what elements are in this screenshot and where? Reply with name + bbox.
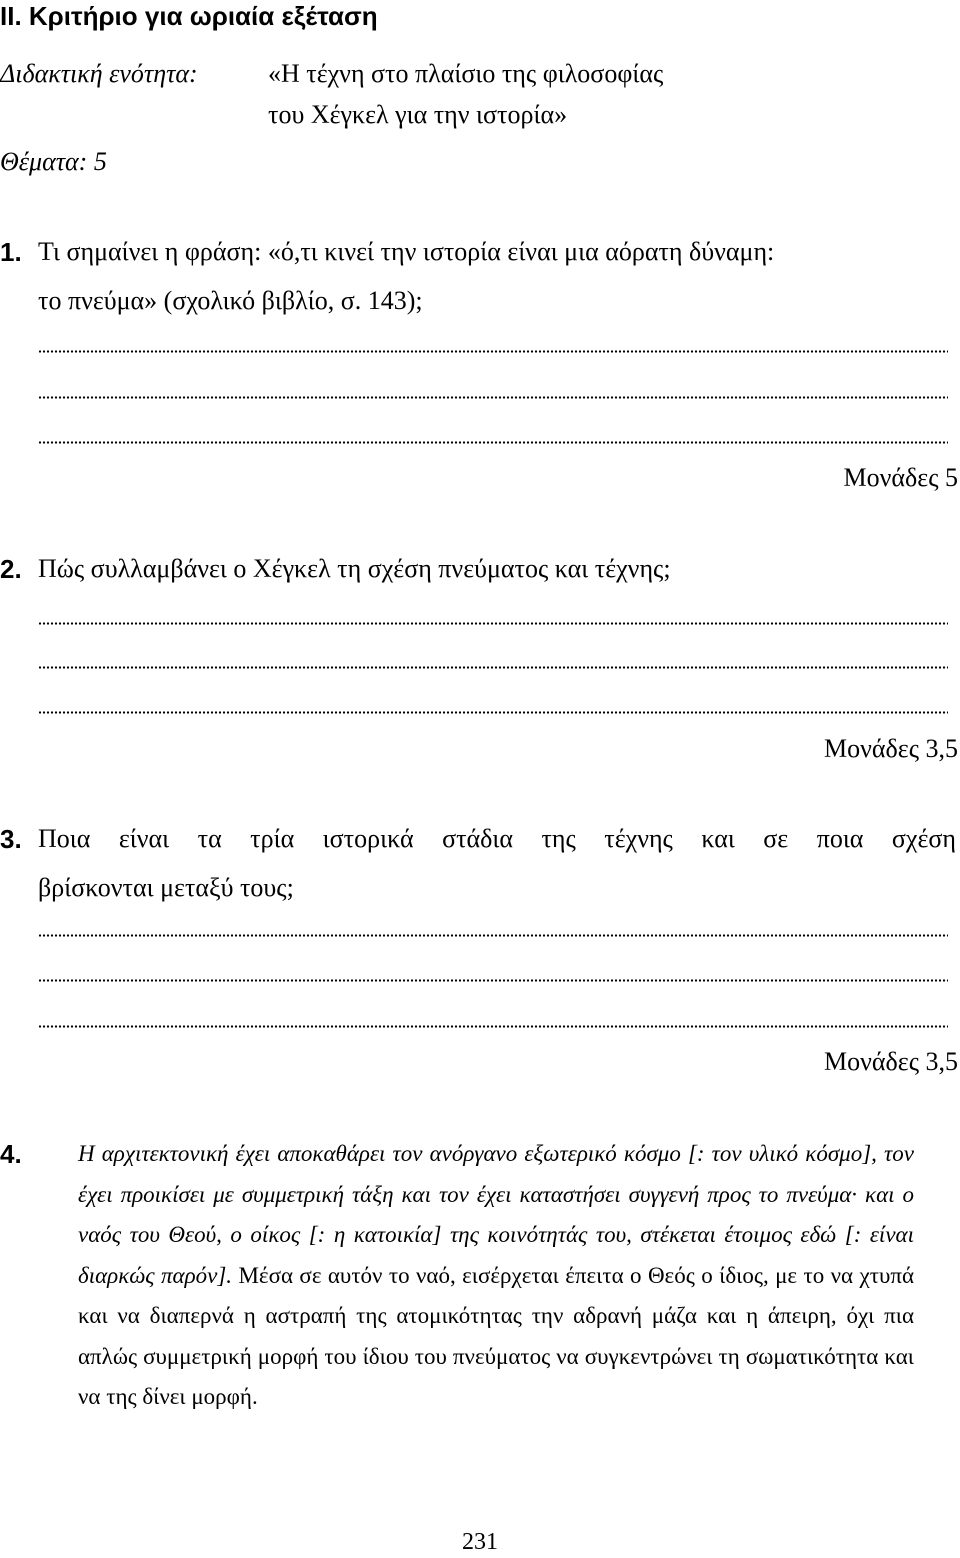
answer-line[interactable] [38, 441, 948, 444]
section-title: II. Κριτήριο για ωριαία εξέταση [0, 1, 378, 31]
question-3-text-line1: Ποια είναι τα τρία ιστορικά στάδια της τέχνης και σε ποια σχέση [38, 824, 956, 853]
question-4-quote-part2: Μέσα σε αυτόν το ναό, εισέρχεται έπειτα ο Θεός ο ίδιος, με το να χτυπά και να διαπερνά η αστραπή της ατομικότητας την αδρανή μάζα και η άπειρη, όχι πια απλώς συμμετρική μορφή του ίδιου του πνεύματος να συγκεντρώνει τη σωματικότητα και να της δίνει μορφή. [78, 1262, 914, 1409]
question-4-number: 4. [0, 1139, 22, 1169]
answer-line[interactable] [38, 711, 948, 714]
unit-title-line2: του Χέγκελ για την ιστορία» [268, 100, 568, 129]
question-1-text-line2: το πνεύμα» (σχολικό βιβλίο, σ. 143); [38, 286, 423, 315]
unit-title-line1: «Η τέχνη στο πλαίσιο της φιλοσοφίας [268, 59, 664, 88]
question-1-number: 1. [0, 237, 22, 267]
answer-line[interactable] [38, 1025, 948, 1028]
question-2-number: 2. [0, 554, 22, 584]
question-2-text-line1: Πώς συλλαμβάνει ο Χέγκελ τη σχέση πνεύματος και τέχνης; [38, 554, 671, 583]
answer-line[interactable] [38, 934, 948, 937]
question-1-points: Μονάδες 5 [843, 463, 958, 492]
question-4-quote [78, 1134, 914, 1418]
question-4-quote-part1: Η αρχιτεκτονική έχει αποκαθάρει τον ανόργανο εξωτερικό κόσμο [: τον υλικό κόσμο], τον έχει προικίσει με συμμετρική τάξη και τον έχει καταστήσει συγγενή προς το πνεύμα· και ο ναός του Θεού, ο οίκος [: η κατοικία] της κοινότητάς του, στέκεται έτοιμος εδώ [: είναι διαρκώς παρόν]. [78, 1141, 914, 1288]
question-3-points: Μονάδες 3,5 [824, 1047, 958, 1076]
answer-line[interactable] [38, 666, 948, 669]
question-3-number: 3. [0, 824, 22, 854]
question-1-text-line1: Τι σημαίνει η φράση: «ό,τι κινεί την ιστορία είναι μια αόρατη δύναμη: [38, 237, 775, 266]
topics-count: Θέματα: 5 [0, 147, 107, 176]
answer-line[interactable] [38, 396, 948, 399]
question-2-points: Μονάδες 3,5 [824, 734, 958, 763]
page-number: 231 [462, 1529, 498, 1555]
answer-line[interactable] [38, 350, 948, 353]
answer-line[interactable] [38, 622, 948, 625]
question-3-text-line2: βρίσκονται μεταξύ τους; [38, 873, 294, 902]
answer-line[interactable] [38, 979, 948, 982]
unit-label: Διδακτική ενότητα: [0, 59, 198, 88]
